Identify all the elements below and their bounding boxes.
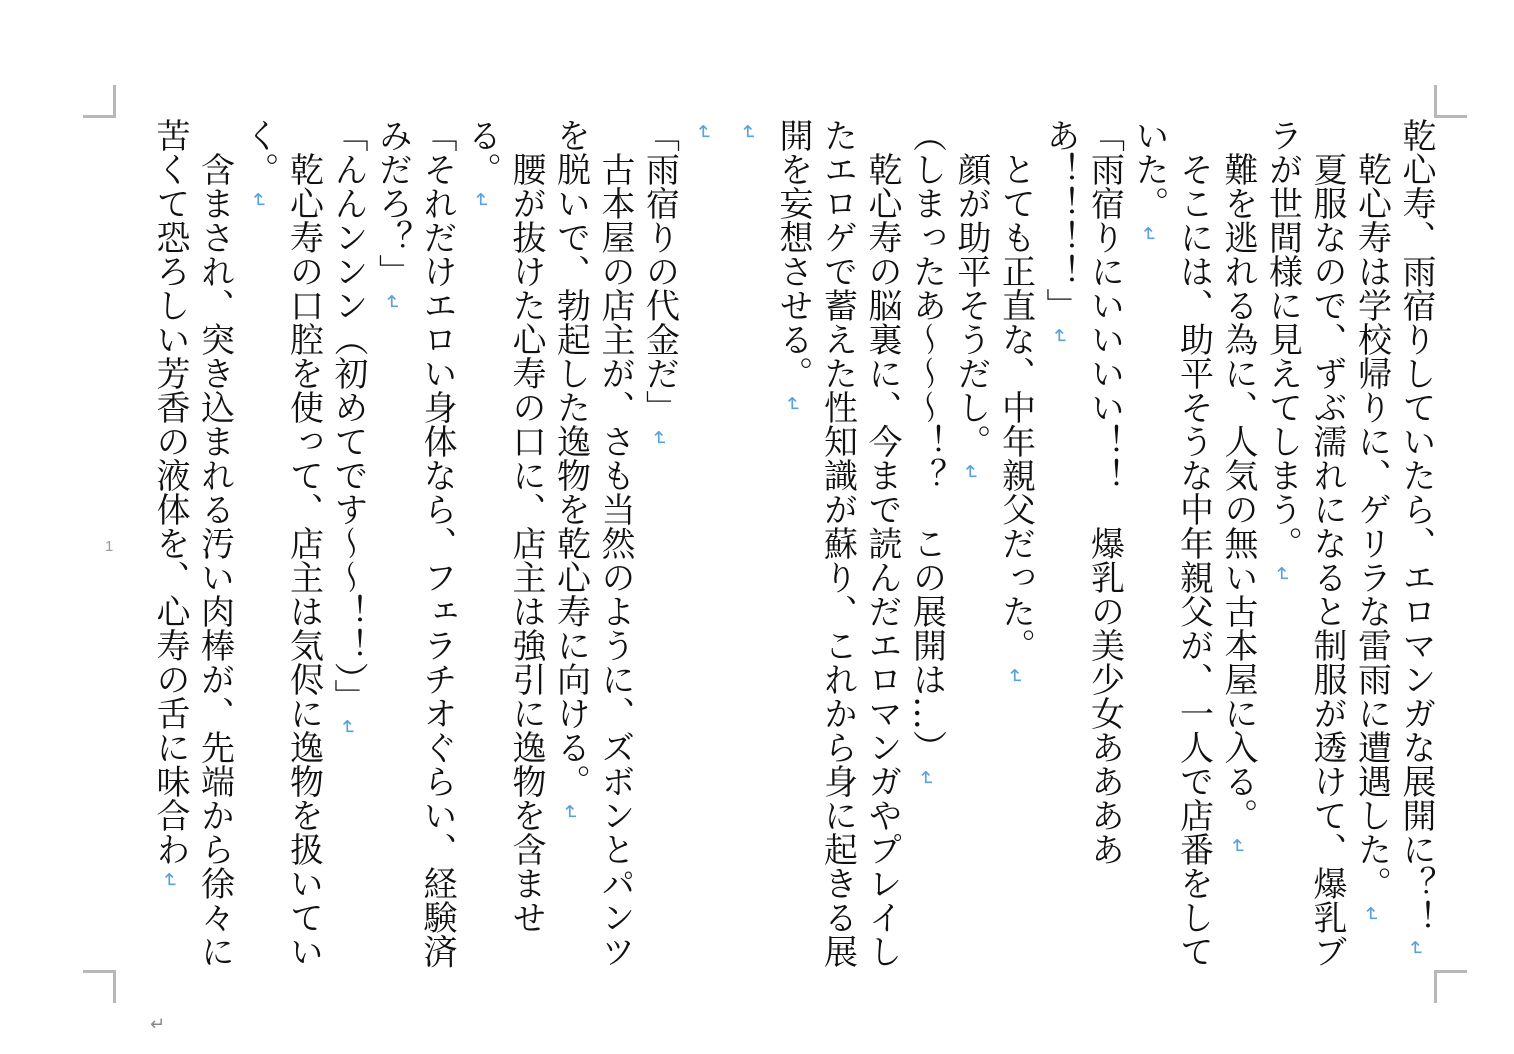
paragraph-mark-icon: ↵ [647, 430, 672, 447]
paragraph[interactable] [237, 118, 326, 968]
paragraph-text: （しまったあ〜〜〜！？ この展開は…） [906, 118, 947, 764]
paragraph-text: 「雨宿りの代金だ」 [639, 118, 680, 424]
paragraph[interactable] [326, 118, 371, 968]
paragraph-mark-icon: ↵ [1404, 940, 1428, 957]
paragraph-mark-icon: ↵ [1359, 906, 1384, 923]
paragraph-text: とても正直な、中年親父だった。 [995, 152, 1036, 662]
paragraph-mark-icon: ↵ [692, 124, 716, 141]
document-body[interactable] [120, 118, 1438, 968]
paragraph-text: 乾心寿の脳裏に、今まで読んだエロマンガやプレイしたエロゲで蓄えた性知識が蘇り、これから身に起きる展開を妄想させる。 [773, 118, 902, 968]
paragraph-text: 乾心寿の口腔を使って、店主は気侭に逸物を扱いていく。 [239, 118, 324, 968]
paragraph-text: 「雨宿りにいいいい！！ 爆乳の美少女あああああ！！！！」 [1040, 118, 1125, 866]
paragraph-mark-icon: ↵ [914, 770, 939, 787]
paragraph[interactable] [771, 118, 905, 968]
paragraph[interactable] [1394, 118, 1439, 968]
paragraph-text: 顔が助平そうだし。 [951, 152, 991, 458]
paragraph-mark-icon: ↵ [558, 804, 583, 821]
paragraph-mark-icon: ↵ [1003, 668, 1028, 685]
paragraph-mark-icon: ↵ [781, 396, 805, 413]
end-paragraph-mark: ↵ [150, 1014, 166, 1035]
paragraph[interactable] [949, 118, 994, 968]
paragraph-text: 「それだけエロい身体なら、フェラチオぐらい、経験済みだろ？」 [372, 118, 457, 968]
paragraph[interactable] [459, 118, 548, 968]
paragraph[interactable] [637, 118, 682, 968]
paragraph[interactable] [370, 118, 459, 968]
paragraph[interactable] [1127, 118, 1216, 968]
paragraph[interactable] [726, 118, 771, 968]
paragraph-mark-icon: ↵ [736, 124, 761, 141]
paragraph[interactable] [993, 118, 1038, 968]
paragraph-text: 乾心寿は学校帰りに、ゲリラな雷雨に遭遇した。 [1351, 152, 1392, 900]
margin-corner-top-right [1434, 85, 1467, 118]
paragraph[interactable] [1260, 118, 1349, 968]
paragraph-mark-icon: ↵ [336, 719, 360, 736]
paragraph-mark-icon: ↵ [380, 294, 405, 311]
paragraph-text: 夏服なので、ずぶ濡れになると制服が透けて、爆乳ブラが世間様に見えてしまう。 [1262, 118, 1347, 968]
paragraph-text: 含まされ、突き込まれる汚い肉棒が、先端から徐々に苦くて恐ろしい芳香の液体を、心寿の舌に味合わ [150, 118, 235, 968]
paragraph[interactable] [548, 118, 637, 968]
paragraph[interactable] [148, 118, 237, 968]
line-number: 1 [105, 538, 114, 555]
paragraph-text: 難を逃れる為に、人気の無い古本屋に入る。 [1218, 152, 1258, 832]
paragraph-text: 「んんンンン（初めてです〜〜！！）」 [328, 118, 368, 713]
paragraph-text: 腰が抜けた心寿の口に、店主は強引に逸物を含ませる。 [461, 118, 546, 934]
paragraph-text: 古本屋の店主が、さも当然のように、ズボンとパンツを脱いで、勃起した逸物を乾心寿に向ける。 [550, 118, 635, 968]
paragraph-text: 乾心寿、雨宿りしていたら、エロマンガな展開に？！ [1396, 118, 1436, 934]
margin-corner-top-left [83, 85, 116, 118]
paragraph-mark-icon: ↵ [158, 872, 182, 889]
paragraph-mark-icon: ↵ [959, 464, 983, 481]
paragraph-mark-icon: ↵ [247, 192, 271, 209]
paragraph-mark-icon: ↵ [1137, 226, 1161, 243]
paragraph-mark-icon: ↵ [469, 192, 494, 209]
paragraph[interactable] [682, 118, 727, 968]
paragraph[interactable] [1349, 118, 1394, 968]
margin-corner-bottom-right [1434, 970, 1467, 1003]
paragraph-text: そこには、助平そうな中年親父が、一人で店番をしていた。 [1129, 118, 1214, 968]
paragraph-mark-icon: ↵ [1048, 328, 1072, 345]
paragraph[interactable] [904, 118, 949, 968]
paragraph-mark-icon: ↵ [1270, 566, 1295, 583]
paragraph[interactable] [1038, 118, 1127, 968]
paragraph-mark-icon: ↵ [1226, 838, 1250, 855]
paragraph[interactable] [1216, 118, 1261, 968]
margin-corner-bottom-left [83, 970, 116, 1003]
